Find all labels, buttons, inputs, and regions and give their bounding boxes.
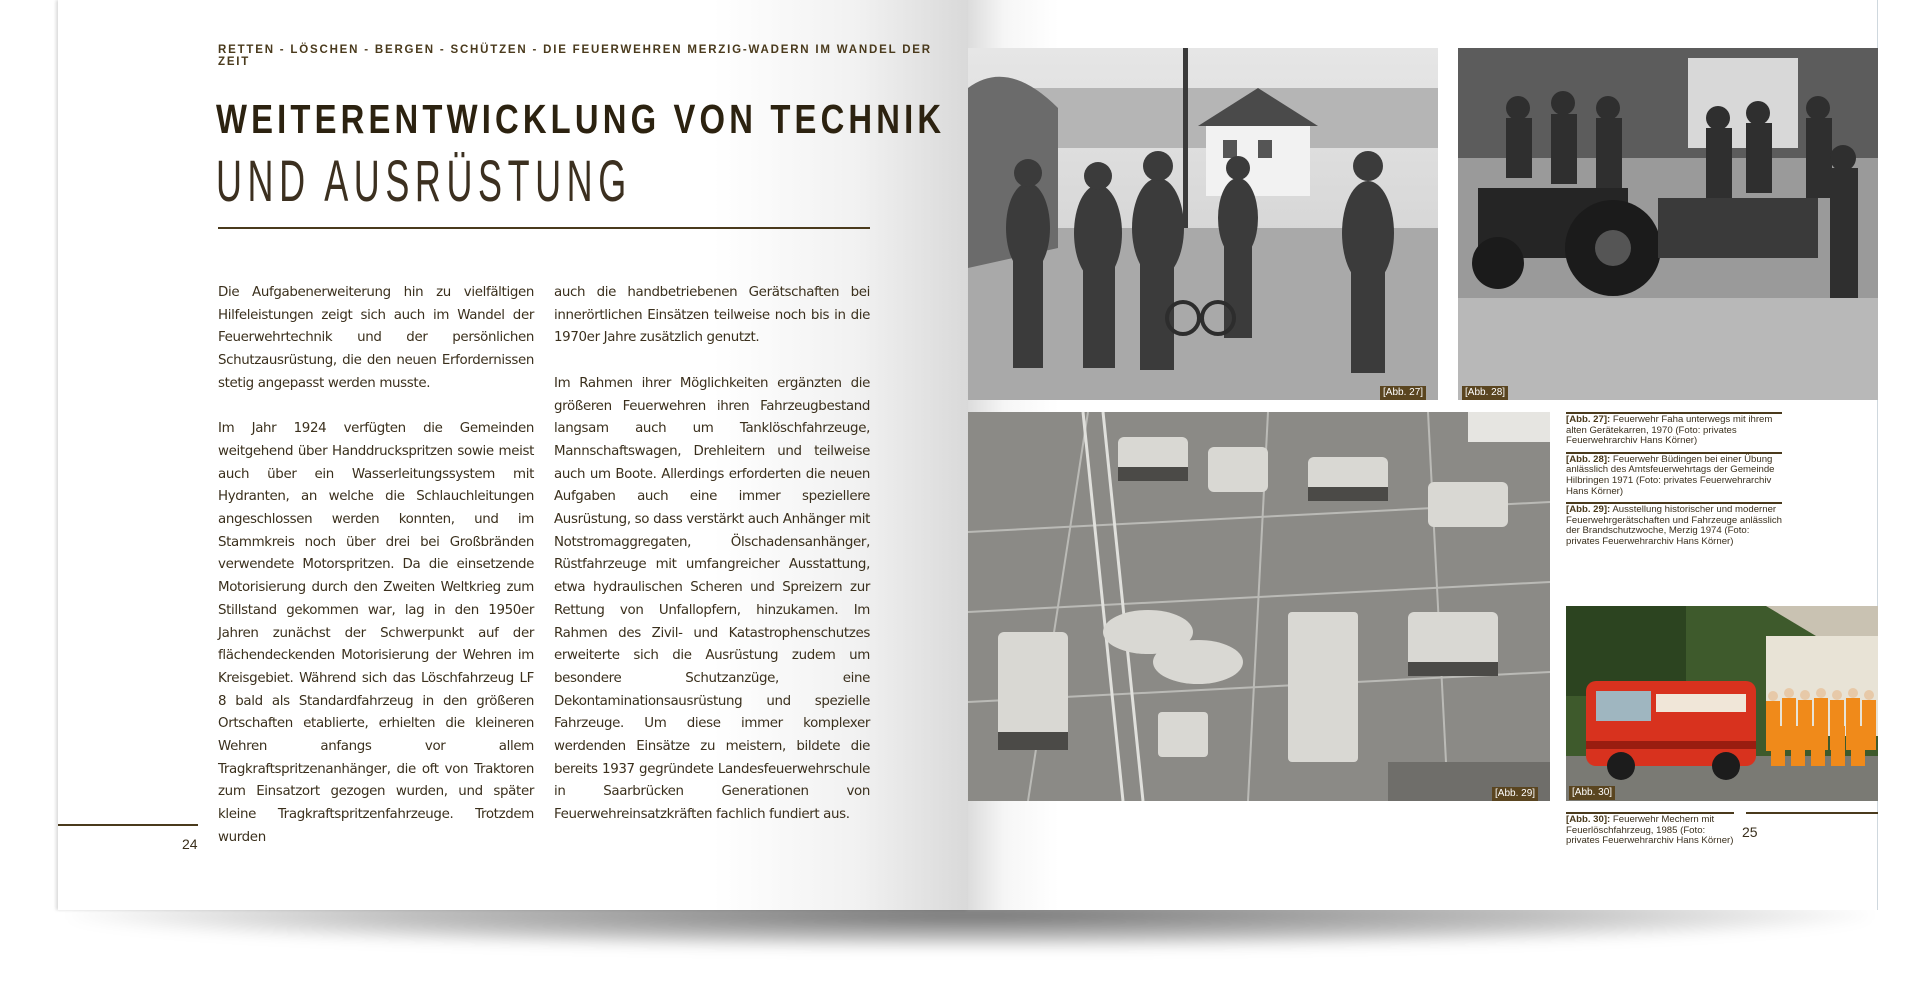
figure-tag: [Abb. 28] — [1462, 386, 1508, 400]
page-number-rule — [58, 824, 198, 826]
paragraph: Die Aufgabenerweiterung hin zu vielfältigen Hilfeleistungen zeigt sich auch im Wandel der Feuerwehrtechnik und der persönlichen Schutzausrüstung, die den neuen Erfordernissen stetig angepasst werden musste. — [218, 285, 534, 391]
caption-abb-28: [Abb. 28]: Feuerwehr Büdingen bei einer Übung anlässlich des Amtsfeuerwehrtags der Gemeinde Hilbringen 1971 (Foto: privates Feuerwehrarchiv Hans Körner) — [1566, 452, 1782, 497]
photo-firefighters-cart — [968, 48, 1438, 400]
photo-tractor-firefighters — [1458, 48, 1878, 400]
page-number: 24 — [182, 836, 198, 852]
photo-vehicle-exhibition — [968, 412, 1550, 801]
left-page — [58, 0, 968, 910]
paragraph: Im Rahmen ihrer Möglichkeiten ergänzten die größeren Feuerwehren ihren Fahrzeugbestand langsam auch um Tanklöschfahrzeuge, Mannschaftswagen, Drehleitern und teilweise auch um Boote. Allerdings erforderten die neuen Aufgaben auch eine immer speziellere Ausrüstung, so dass verstärkt auch Anhänger mit Notstromaggregaten, Ölschadensanhänger, Rüstfahrzeuge mit umfangreicher Ausstattung, etwa hydraulischen Scheren und Spreizern zur Rettung von Unfallopfern, hinzukamen. Im Rahmen des Zivil- und Katastrophenschutzes erweiterte sich die Ausrüstung zudem um besondere Schutzanzüge, eine Dekontaminationsausrüstung und spezielle Fahrzeuge. Um diese immer komplexer werdenden Einsätze zu meistern, bildete die bereits 1937 gegründete Landesfeuerwehrschule in Saarbrücken Generationen von Feuerwehreinsatzkräften fachlich fundiert aus. — [554, 375, 870, 823]
caption-abb-29: [Abb. 29]: Ausstellung historischer und moderner Feuerwehrgerätschaften und Fahrzeuge anlässlich der Brandschutzwoche, Merzig 1974 (Foto: privates Feuerwehrarchiv Hans Körner) — [1566, 504, 1782, 547]
caption-abb-30: [Abb. 30]: Feuerwehr Mechern mit Feuerlöschfahrzeug, 1985 (Foto: privates Feuerwehrarchiv Hans Körner) — [1566, 814, 1734, 847]
figure-tag: [Abb. 27] — [1380, 386, 1426, 400]
body-column-2 — [554, 282, 870, 850]
page-number: 25 — [1742, 824, 1758, 840]
captions-block — [1566, 412, 1782, 553]
title-rule — [218, 227, 870, 229]
page-number-rule — [1746, 812, 1878, 814]
running-head: RETTEN - LÖSCHEN - BERGEN - SCHÜTZEN - DIE FEUERWEHREN MERZIG-WADERN IM WANDEL DER ZEIT — [218, 44, 932, 68]
photo-fire-truck-team — [1566, 606, 1878, 801]
paragraph: Im Jahr 1924 verfügten die Gemeinden weitgehend über Handdruckspritzen sowie meist auch über ein Wasserleitungssystem mit Hydranten, an welche die Schlauchleitungen angeschlossen werden konnten, und im Stammkreis noch über drei bei Großbränden verwendete Motorspritzen. Da die einsetzende Motorisierung durch den Zweiten Weltkrieg zum Stillstand gekommen war, lag in den 1950er Jahren zunächst der Schwerpunkt auf der flächendeckenden Motorisierung der Wehren im Kreisgebiet. Während sich das Löschfahrzeug LF 8 bald als Standardfahrzeug in den größeren Ortschaften etablierte, erhielten die kleineren Wehren anfangs vor allem Tragkraftspritzenanhänger, die oft von Traktoren zum Einsatzort gezogen wurden, und später kleine Tragkraftspritzenfahrzeuge. Trotzdem wurden — [218, 421, 534, 845]
body-column-1 — [218, 282, 534, 872]
paragraph: auch die handbetriebenen Gerätschaften bei innerörtlichen Einsätzen teilweise noch bis in die 1970er Jahre zusätzlich genutzt. — [554, 285, 870, 346]
figure-tag: [Abb. 29] — [1492, 787, 1538, 801]
caption-abb-27: [Abb. 27]: Feuerwehr Faha unterwegs mit ihrem alten Gerätekarren, 1970 (Foto: privates Feuerwehrarchiv Hans Körner) — [1566, 412, 1782, 447]
right-page — [968, 0, 1878, 910]
figure-tag: [Abb. 30] — [1569, 786, 1615, 800]
title-line-1: WEITERENTWICKLUNG VON TECHNIK — [216, 96, 946, 142]
title-line-2: UND AUSRÜSTUNG — [216, 149, 632, 214]
